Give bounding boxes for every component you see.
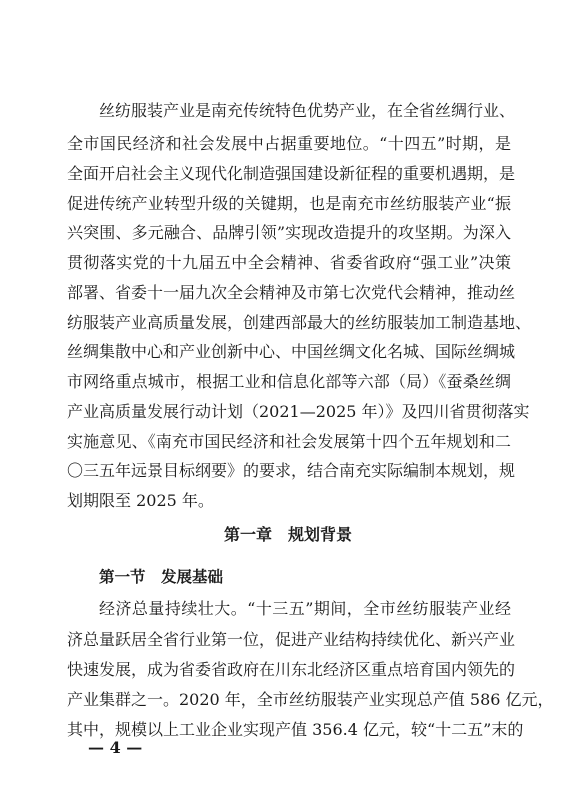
section-title: 第一节 发展基础 [99,568,224,586]
paragraph-line: 〇三五年远景目标纲要》的要求，结合南充实际编制本规划，规 [67,461,516,480]
paragraph-line: 全市国民经济和社会发展中占据重要地位。“十四五”时期，是 [67,134,511,153]
paragraph-line: 济总量跃居全省行业第一位，促进产业结构持续优化、新兴产业 [67,630,516,649]
paragraph-line: 产业高质量发展行动计划（2021—2025 年）》及四川省贯彻落实 [67,402,530,421]
chapter-title: 第一章 规划背景 [223,525,352,544]
paragraph-line: 划期限至 2025 年。 [67,491,214,510]
paragraph-line: 纺服装产业高质量发展，创建西部最大的丝纺服装加工制造基地、 [67,313,532,332]
paragraph-line: 丝绸集散中心和产业创新中心、中国丝绸文化名城、国际丝绸城 [67,342,516,361]
paragraph-line: 部署、省委十一届九次全会精神及市第七次党代会精神，推动丝 [67,283,516,302]
paragraph-line: 全面开启社会主义现代化制造强国建设新征程的重要机遇期，是 [67,164,516,183]
paragraph-line: 其中，规模以上工业企业实现产值 356.4 亿元，较“十二五”末的 [67,720,524,739]
paragraph-line: 促进传统产业转型升级的关键期，也是南充市丝纺服装产业“振 [67,194,511,213]
paragraph-line: 贯彻落实党的十九届五中全会精神、省委省政府“强工业”决策 [67,253,511,272]
page-number: — 4 — [88,738,143,757]
paragraph-line: 市网络重点城市，根据工业和信息化部等六部（局）《蚕桑丝绸 [67,372,511,391]
paragraph-line: 兴突围、多元融合、品牌引领”实现改造提升的攻坚期。为深入 [67,223,511,242]
paragraph-line: 快速发展，成为省委省政府在川东北经济区重点培育国内领先的 [67,660,516,679]
paragraph-line: 丝纺服装产业是南充传统特色优势产业，在全省丝绸行业、 [99,101,516,120]
paragraph-line: 实施意见、《南充市国民经济和社会发展第十四个五年规划和二 [67,432,511,451]
paragraph-line: 产业集群之一。2020 年，全市丝纺服装产业实现总产值 586 亿元， [67,690,554,709]
paragraph-line: 经济总量持续壮大。“十三五”期间，全市丝纺服装产业经 [99,599,511,618]
